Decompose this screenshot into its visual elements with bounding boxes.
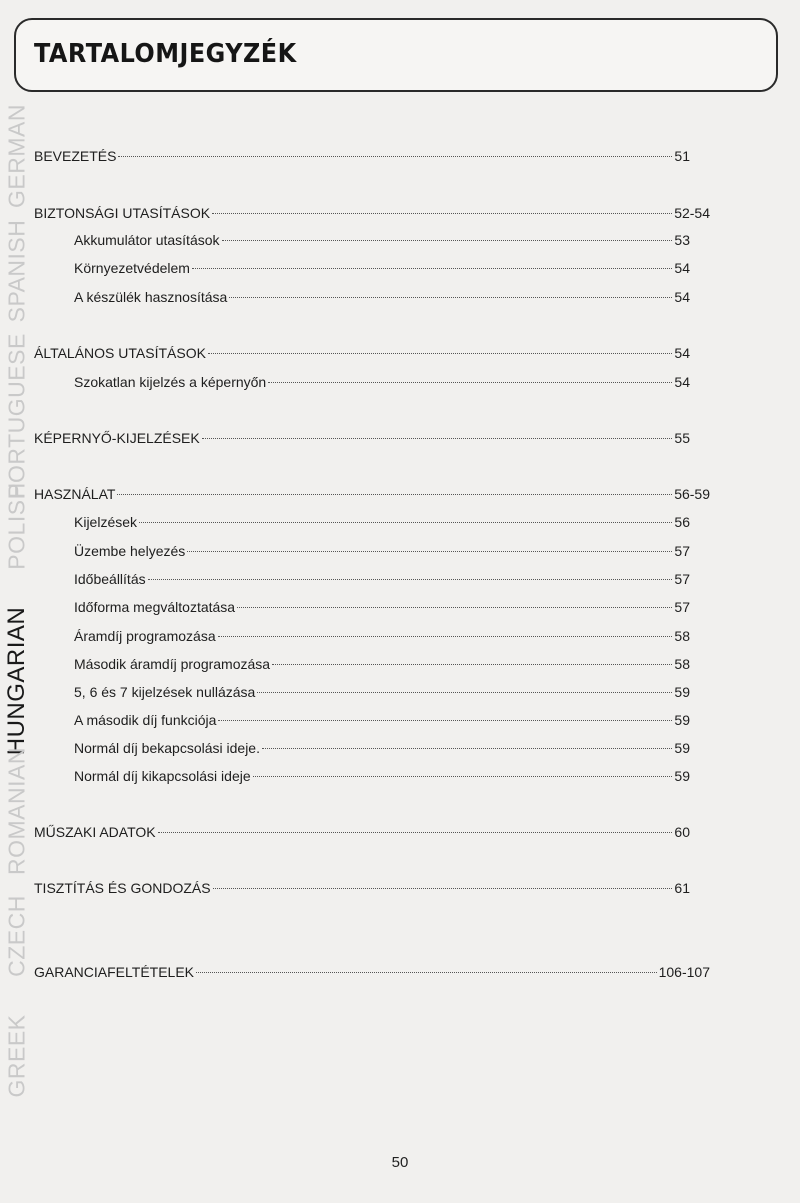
toc-entry-label: Környezetvédelem: [74, 260, 190, 276]
toc-entry-label: TISZTÍTÁS ÉS GONDOZÁS: [34, 880, 211, 896]
toc-entry-page: 59: [674, 712, 690, 728]
dot-leader: [148, 579, 673, 580]
toc-entry-label: HASZNÁLAT: [34, 486, 116, 502]
toc-entry-label: A második díj funkciója: [74, 712, 217, 728]
dot-leader: [208, 353, 672, 354]
toc-entry[interactable]: [74, 738, 690, 758]
toc-entry-page: 56: [674, 514, 690, 530]
page-title: TARTALOMJEGYZÉK: [34, 39, 297, 69]
side-label-hungarian: HUNGARIAN: [3, 606, 30, 756]
toc-entry-page: 59: [674, 740, 690, 756]
toc-entry-label: Normál díj kikapcsolási ideje: [74, 768, 251, 784]
toc-entry[interactable]: [34, 878, 690, 898]
toc-entry[interactable]: [74, 710, 690, 730]
dot-leader: [253, 776, 673, 777]
dot-leader: [118, 156, 672, 157]
toc-entry[interactable]: [34, 146, 690, 166]
toc-entry[interactable]: [34, 203, 710, 223]
toc-entry-label: Akkumulátor utasítások: [74, 232, 220, 248]
toc-entry-page: 56-59: [674, 486, 710, 502]
toc-entry-label: 5, 6 és 7 kijelzések nullázása: [74, 684, 256, 700]
toc-entry[interactable]: [74, 569, 690, 589]
toc-entry-page: 57: [674, 599, 690, 615]
toc-entry-page: 60: [674, 824, 690, 840]
toc-entry[interactable]: [34, 428, 690, 448]
toc-entry-label: BIZTONSÁGI UTASÍTÁSOK: [34, 205, 211, 221]
dot-leader: [229, 297, 672, 298]
side-label-german: GERMAN: [3, 104, 30, 208]
toc-entry-label: ÁLTALÁNOS UTASÍTÁSOK: [34, 345, 206, 361]
side-label-czech: CZECH: [3, 895, 30, 977]
side-label-greek: GREEK: [3, 1014, 30, 1098]
toc-entry[interactable]: [74, 512, 690, 532]
dot-leader: [218, 720, 672, 721]
toc-entry-page: 59: [674, 684, 690, 700]
toc-entry-page: 54: [674, 374, 690, 390]
dot-leader: [212, 213, 672, 214]
toc-entry[interactable]: [34, 962, 710, 982]
toc-entry[interactable]: [74, 258, 690, 278]
dot-leader: [262, 748, 672, 749]
toc-entry[interactable]: [74, 626, 690, 646]
dot-leader: [268, 382, 672, 383]
toc-entry-page: 106-107: [658, 964, 710, 980]
toc-entry-label: MŰSZAKI ADATOK: [34, 824, 156, 840]
dot-leader: [257, 692, 672, 693]
toc-entry-label: Második áramdíj programozása: [74, 656, 271, 672]
toc-entry-page: 57: [674, 543, 690, 559]
toc-entry-label: Kijelzések: [74, 514, 138, 530]
toc-entry-page: 54: [674, 345, 690, 361]
page-number: 50: [391, 1154, 409, 1171]
toc-entry[interactable]: [74, 682, 690, 702]
toc-entry-label: Időforma megváltoztatása: [74, 599, 236, 615]
toc-entry-page: 51: [674, 148, 690, 164]
toc-entry[interactable]: [74, 597, 690, 617]
toc-entry-label: Áramdíj programozása: [74, 628, 216, 644]
toc-entry[interactable]: [34, 822, 690, 842]
toc-entry-page: 58: [674, 628, 690, 644]
toc-entry-label: Normál díj bekapcsolási ideje.: [74, 740, 260, 756]
side-label-polish: POLISH: [3, 482, 30, 570]
toc-entry[interactable]: [34, 343, 690, 363]
toc-entry-page: 54: [674, 260, 690, 276]
toc-entry-label: BEVEZETÉS: [34, 148, 117, 164]
toc-entry-label: Üzembe helyezés: [74, 543, 186, 559]
toc-entry[interactable]: [74, 766, 690, 786]
dot-leader: [187, 551, 672, 552]
toc-entry-page: 58: [674, 656, 690, 672]
toc-entry-page: 61: [674, 880, 690, 896]
dot-leader: [237, 607, 672, 608]
dot-leader: [202, 438, 673, 439]
toc-entry-page: 53: [674, 232, 690, 248]
toc-entry-label: Időbeállítás: [74, 571, 146, 587]
toc-entry-page: 57: [674, 571, 690, 587]
dot-leader: [192, 268, 672, 269]
toc-entry-label: GARANCIAFELTÉTELEK: [34, 964, 195, 980]
dot-leader: [222, 240, 673, 241]
toc-entry-label: A készülék hasznosítása: [74, 289, 228, 305]
toc-entry[interactable]: [34, 484, 710, 504]
dot-leader: [272, 664, 672, 665]
dot-leader: [218, 636, 673, 637]
toc-entry[interactable]: [74, 287, 690, 307]
dot-leader: [117, 494, 672, 495]
side-label-spanish: SPANISH: [3, 219, 30, 323]
toc-entry-page: 55: [674, 430, 690, 446]
side-label-portuguese: PORTUGUESE: [3, 333, 30, 499]
dot-leader: [139, 522, 672, 523]
toc-entry-label: Szokatlan kijelzés a képernyőn: [74, 374, 267, 390]
toc-entry[interactable]: [74, 230, 690, 250]
side-label-romanian: ROMANIAN: [3, 747, 30, 875]
dot-leader: [196, 972, 657, 973]
toc-entry[interactable]: [74, 372, 690, 392]
toc-entry-page: 54: [674, 289, 690, 305]
toc-entry[interactable]: [74, 654, 690, 674]
toc-entry-page: 52-54: [674, 205, 710, 221]
toc-entry[interactable]: [74, 541, 690, 561]
dot-leader: [158, 832, 673, 833]
toc-entry-label: KÉPERNYŐ-KIJELZÉSEK: [34, 430, 200, 446]
dot-leader: [213, 888, 673, 889]
toc-entry-page: 59: [674, 768, 690, 784]
language-side-tabs: [0, 96, 34, 1096]
